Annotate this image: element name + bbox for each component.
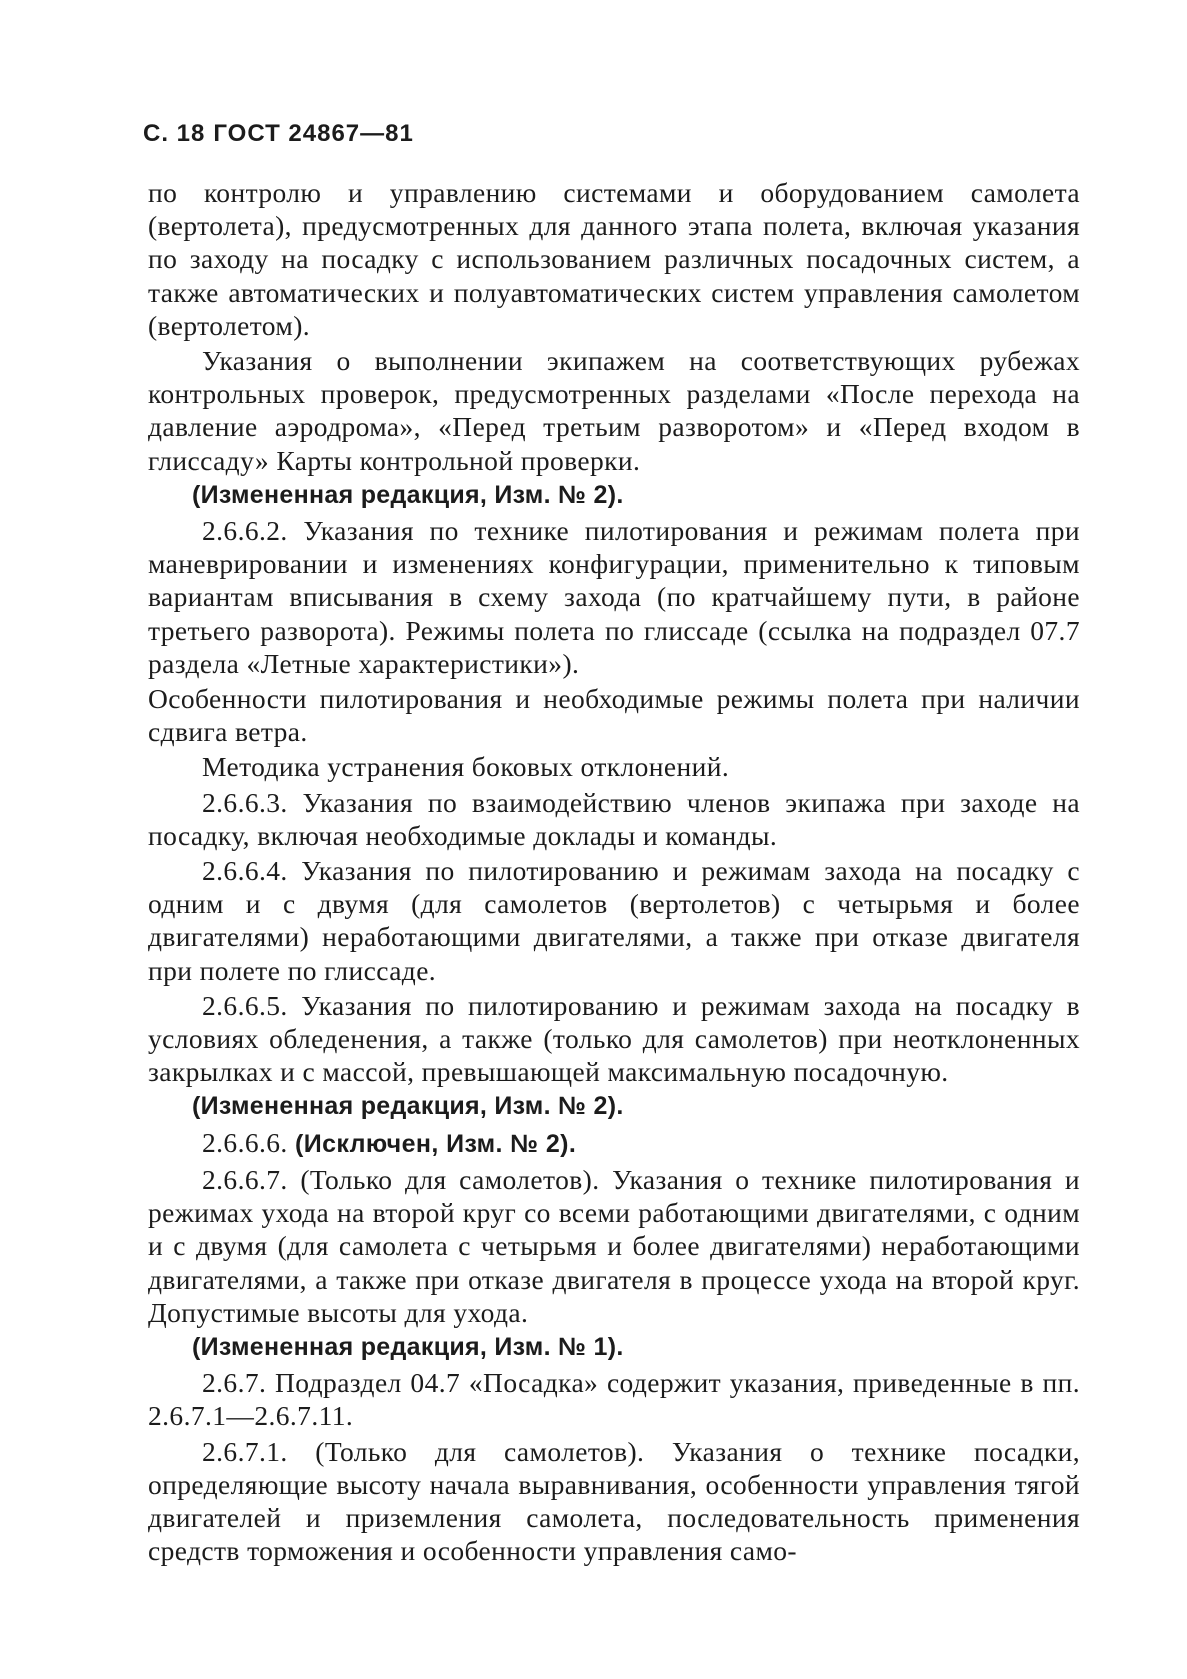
paragraph-2-6-7: 2.6.7. Подраздел 04.7 «Посадка» содержит указания, приведенные в пп. 2.6.7.1—2.6.7.11. [148,1367,1080,1432]
paragraph-checks: Указания о выполнении экипажем на соответствующих рубежах контрольных проверок, предусмотренных разделами «После перехода на давление аэродрома», «Перед третьим разворотом» и «Перед входом в глиссаду» Карты контрольной проверки. [148,345,1080,476]
paragraph-2-6-6-2: 2.6.6.2. Указания по технике пилотирования и режимам полета при маневрировании и изменениях конфигурации, применительно к типовым вариантам вписывания в схему захода (по кратчайшему пути, в районе третьего разворота). Режимы полета по глиссаде (ссылка на подраздел 07.7 раздела «Летные характеристики»). [148,515,1080,679]
paragraph-2-6-6-3: 2.6.6.3. Указания по взаимодействию членов экипажа при заходе на посадку, включая необходимые доклады и команды. [148,786,1080,851]
paragraph-2-6-6-7: 2.6.6.7. (Только для самолетов). Указания о технике пилотирования и режимах ухода на второй круг со всеми работающими двигателями, с одним и с двумя (для самолета с четырьмя и более двигателями) неработающими двигателями, а также при отказе двигателя в процессе ухода на второй круг. Допустимые высоты для ухода. [148,1163,1080,1328]
paragraph-lateral-deviation: Методика устранения боковых отклонений. [202,751,730,783]
paragraph-2-6-7-1: 2.6.7.1. (Только для самолетов). Указания о технике посадки, определяющие высоту начала выравнивания, особенности управления тягой двигателей и приземления самолета, последовательность применения средств торможения и особенности управления само- [148,1435,1080,1567]
amendment-note: (Измененная редакция, Изм. № 2). [192,480,624,509]
paragraph-2-6-6-4: 2.6.6.4. Указания по пилотированию и режимам захода на посадку с одним и с двумя (для самолетов (вертолетов) с четырьмя и более двигателями) неработающими двигателями, а также при отказе двигателя при полете по глиссаде. [148,855,1080,986]
excluded-note: (Исключен, Изм. № 2). [294,1129,577,1158]
document-body [148,176,1080,1569]
paragraph-2-6-6-6 [148,1126,1080,1161]
standard-designation: ГОСТ 24867—81 [213,120,414,147]
page-number: С. 18 [143,120,206,147]
paragraph-number: 2.6.6.6. [202,1126,288,1158]
amendment-note: (Измененная редакция, Изм. № 2). [192,1092,624,1121]
paragraph-continuation: по контролю и управлению системами и оборудованием самолета (вертолета), предусмотренных для данного этапа полета, включая указания по заходу на посадку с использованием различных посадочных систем, а также автоматических и полуавтоматических систем управления самолетом (вертолетом). [148,177,1080,341]
page-header [143,120,414,148]
paragraph-wind-shear: Особенности пилотирования и необходимые режимы полета при наличии сдвига ветра. [148,683,1080,748]
amendment-note: (Измененная редакция, Изм. № 1). [192,1332,624,1361]
paragraph-2-6-6-5: 2.6.6.5. Указания по пилотированию и режимам захода на посадку в условиях обледенения, а также (только для самолетов) при неотклоненных закрылках и с массой, превышающей максимальную посадочную. [148,989,1080,1088]
